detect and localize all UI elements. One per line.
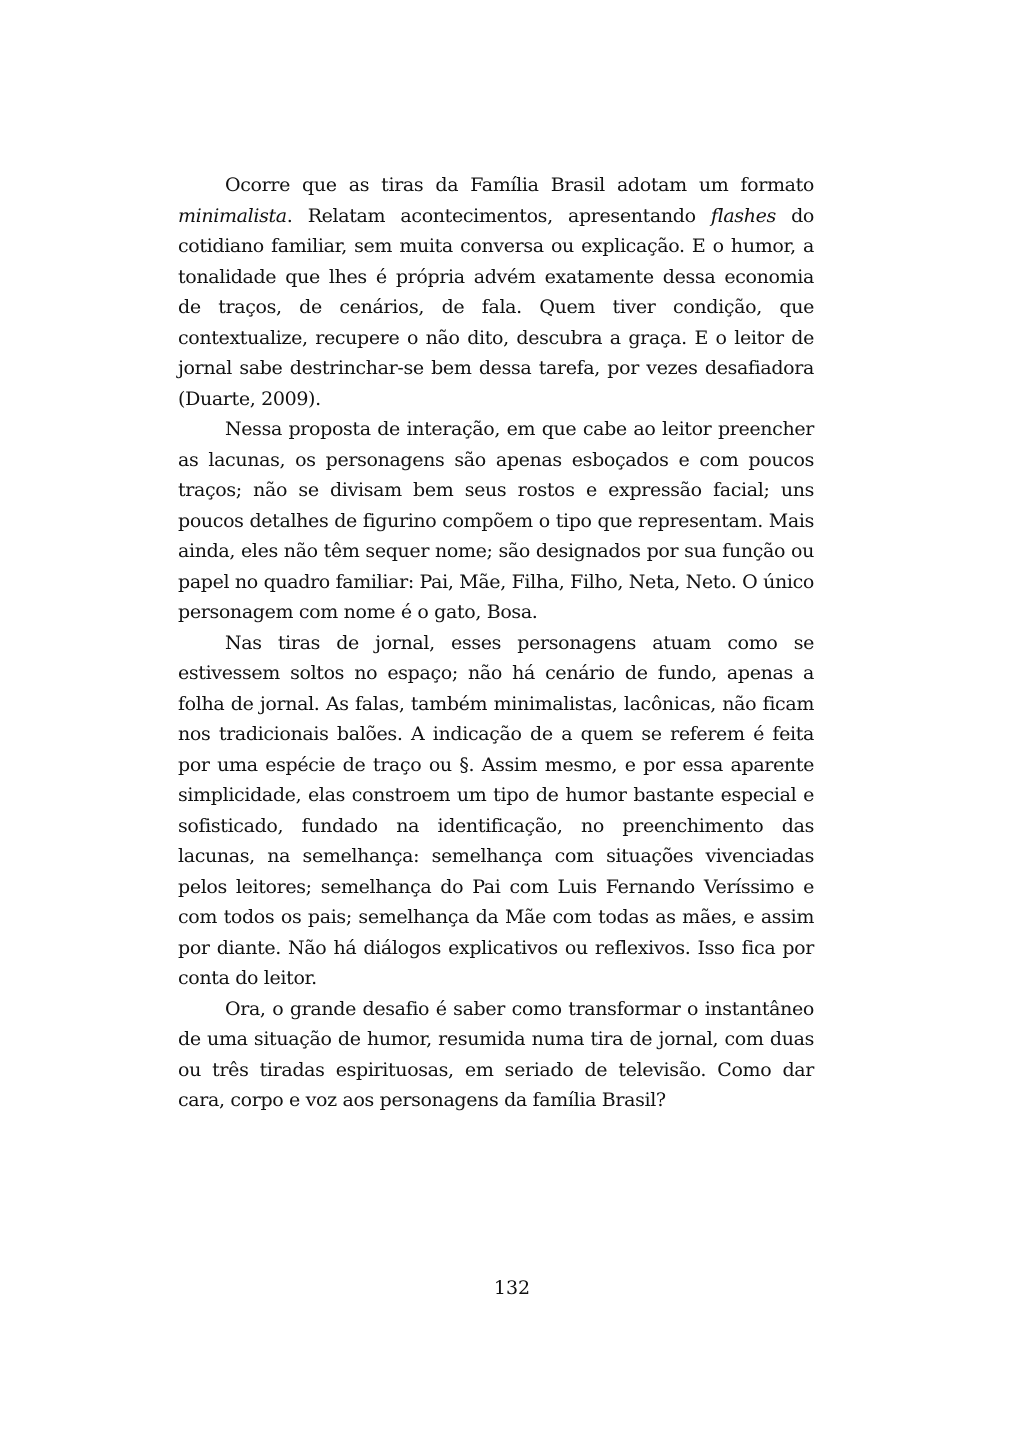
italic-text-segment: minimalista [178,204,287,227]
text-segment: Nas tiras de jornal, esses personagens atuam como se estivessem soltos no espaço; não há cenário de fundo, apenas a folha de jornal. As falas, também minimalistas, lacônicas, não ficam nos tradicionais balões. A indicação de a quem se referem é feita por uma espécie de traço ou §. Assim mesmo, e por essa aparente simplicidade, elas constroem um tipo de humor bastante especial e sofisticado, fundado na identificação, no preenchimento das lacunas, na semelhança: semelhança com situações vivenciadas pelos leitores; semelhança do Pai com Luis Fernando Veríssimo e com todos os pais; semelhança da Mãe com todas as mães, e assim por diante. Não há diálogos explicativos ou reflexivos. Isso fica por conta do leitor. [178,631,814,989]
text-segment: do cotidiano familiar, sem muita conversa ou explicação. E o humor, a tonalidade que lhes é própria advém exatamente dessa economia de traços, de cenários, de fala. Quem tiver condição, que contextualize, recupere o não dito, descubra a graça. E o leitor de jornal sabe destrinchar-se bem dessa tarefa, por vezes desafiadora (Duarte, 2009). [178,204,815,410]
text-segment: Ora, o grande desafio é saber como transformar o instantâneo de uma situação de humor, resumida numa tira de jornal, com duas ou três tiradas espirituosas, em seriado de televisão. Como dar cara, corpo e voz aos personagens da família Brasil? [178,997,814,1111]
page-number: 132 [493,1277,531,1299]
italic-text-segment: flashes [710,204,776,227]
body-paragraph [178,994,814,1116]
body-paragraph [178,414,814,628]
text-segment: . Relatam acontecimentos, apresentando [286,204,711,227]
text-segment: Ocorre que as tiras da Família Brasil adotam um formato [225,174,814,196]
body-paragraph [178,170,814,414]
text-segment: Nessa proposta de interação, em que cabe ao leitor preencher as lacunas, os personagens são apenas esboçados e com poucos traços; não se divisam bem seus rostos e expressão facial; uns poucos detalhes de figurino compõem o tipo que representam. Mais ainda, eles não têm sequer nome; são designados por sua função ou papel no quadro familiar: Pai, Mãe, Filha, Filho, Neta, Neto. O único personagem com nome é o gato, Bosa. [178,418,814,623]
body-paragraph [178,628,814,994]
page-body-text [178,170,814,1116]
